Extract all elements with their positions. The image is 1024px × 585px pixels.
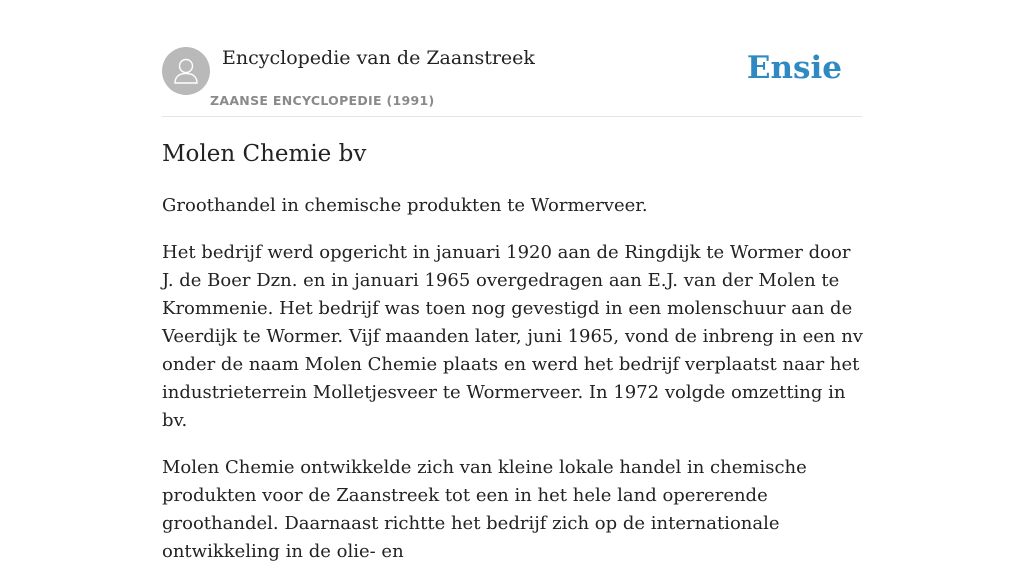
article-paragraph-1: Het bedrijf werd opgericht in januari 1920 aan de Ringdijk te Wormer door J. de Boer Dzn. en in januari 1965 overgedragen aan E.J. van der Molen te Krommenie. Het bedrijf was toen nog gevestigd in een molenschuur aan de Veerdijk te Wormer. Vijf maanden later, juni 1965, vond de inbreng in een nv onder de naam Molen Chemie plaats en werd het bedrijf verplaatst naar het industrieterrein Molletjesveer te Wormerveer. In 1972 volgde omzetting in bv. — [162, 242, 863, 431]
source-name-link[interactable]: Encyclopedie van de Zaanstreek — [222, 47, 535, 69]
ensie-logo[interactable]: Ensie — [746, 50, 842, 86]
article-paragraph-2: Molen Chemie ontwikkelde zich van kleine lokale handel in chemische produkten voor de Zaanstreek tot een in het hele land opererende groothandel. Daarnaast richtte het bedrijf zich op de internationale ontwikkeling in de olie- en — [162, 457, 807, 562]
source-subtitle: ZAANSE ENCYCLOPEDIE (1991) — [210, 93, 435, 108]
user-icon[interactable] — [162, 47, 210, 95]
article-title: Molen Chemie bv — [162, 141, 367, 167]
source-header — [162, 46, 862, 117]
article-body — [162, 192, 867, 585]
article-summary: Groothandel in chemische produkten te Wormerveer. — [162, 195, 648, 216]
